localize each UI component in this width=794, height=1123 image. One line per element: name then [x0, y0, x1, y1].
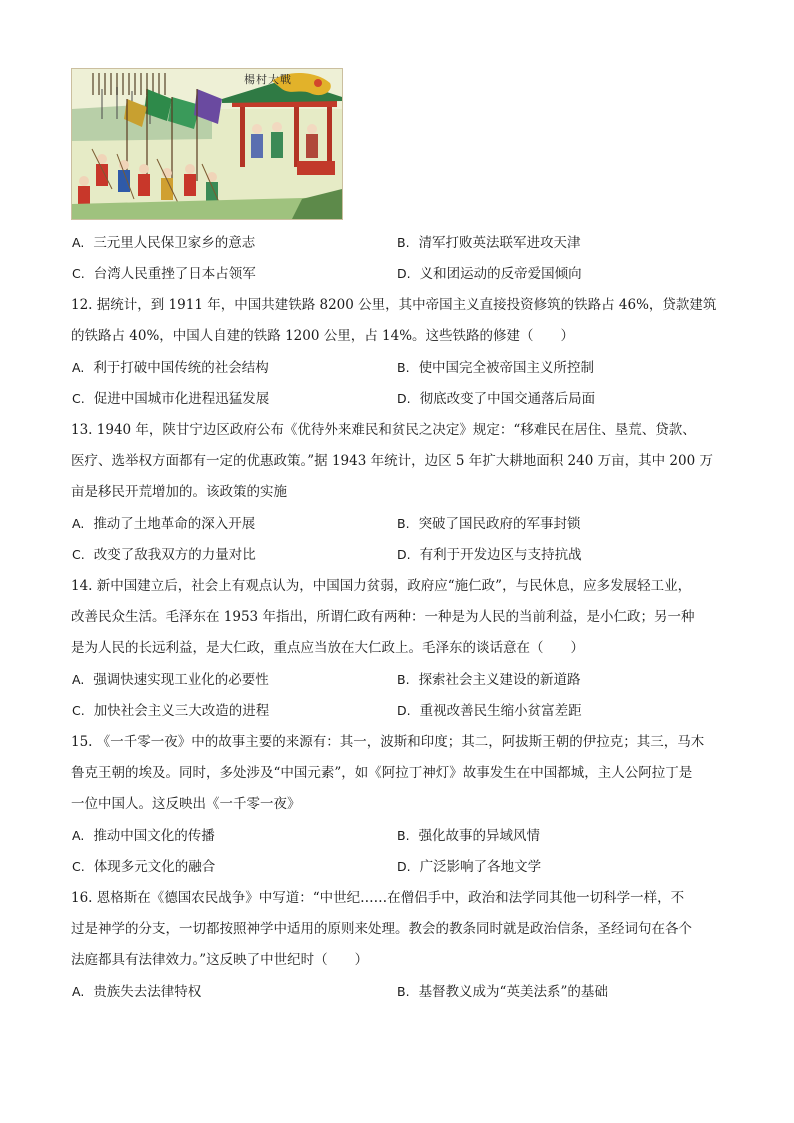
- option-letter: A.: [72, 984, 85, 999]
- q12-option-b[interactable]: [397, 358, 594, 378]
- stem-line: 改善民众生活。毛泽东在 1953 年指出，所谓仁政有两种：一种是为人民的当前利益，是小仁政；另一种: [71, 609, 695, 625]
- q15-option-a[interactable]: [72, 826, 215, 846]
- q12-stem: [71, 290, 731, 352]
- battle-scene-image: [72, 69, 342, 219]
- q13-option-b[interactable]: [397, 514, 581, 534]
- q12-option-d[interactable]: [397, 389, 595, 409]
- option-letter: A.: [72, 828, 85, 843]
- q12-option-c[interactable]: [72, 389, 269, 409]
- option-letter: B.: [397, 360, 410, 375]
- stem-line: 的铁路占 40%，中国人自建的铁路 1200 公里，占 14%。这些铁路的修建（ ）: [71, 328, 575, 344]
- option-text: 广泛影响了各地文学: [419, 859, 542, 875]
- option-letter: D.: [397, 703, 411, 718]
- q15-option-b[interactable]: [397, 826, 540, 846]
- option-text: 促进中国城市化进程迅猛发展: [93, 391, 270, 407]
- illustration-title: 楊村大戰: [244, 73, 292, 86]
- option-letter: D.: [397, 547, 411, 562]
- stem-line: 亩是移民开荒增加的。该政策的实施: [71, 484, 287, 500]
- stem-line: 是为人民的长远利益，是大仁政，重点应当放在大仁政上。毛泽东的谈话意在（ ）: [71, 640, 584, 656]
- stem-line: 16. 恩格斯在《德国农民战争》中写道：“中世纪……在僧侣手中，政治和法学同其他一切科学一样，不: [71, 890, 685, 906]
- q16-option-b[interactable]: [397, 982, 608, 1002]
- option-text: 基督教义成为“英美法系”的基础: [418, 984, 608, 1000]
- q13-option-a[interactable]: [72, 514, 255, 534]
- option-letter: B.: [397, 672, 410, 687]
- q11-option-d[interactable]: [397, 264, 582, 284]
- option-letter: B.: [397, 984, 410, 999]
- option-text: 强调快速实现工业化的必要性: [93, 672, 269, 688]
- option-text: 强化故事的异域风情: [418, 828, 541, 844]
- option-text: 推动中国文化的传播: [93, 828, 215, 844]
- option-letter: D.: [397, 859, 411, 874]
- option-letter: A.: [72, 516, 85, 531]
- q13-option-c[interactable]: [72, 545, 256, 565]
- option-letter: B.: [397, 235, 410, 250]
- option-letter: A.: [72, 672, 85, 687]
- option-text: 三元里人民保卫家乡的意志: [93, 235, 256, 251]
- option-letter: C.: [72, 266, 85, 281]
- option-letter: B.: [397, 516, 410, 531]
- q14-option-d[interactable]: [397, 701, 582, 721]
- q13-option-d[interactable]: [397, 545, 582, 565]
- option-letter: C.: [72, 391, 85, 406]
- option-text: 义和团运动的反帝爱国倾向: [419, 266, 582, 282]
- q11-option-a[interactable]: [72, 233, 255, 253]
- stem-line: 医疗、选举权方面都有一定的优惠政策。”据 1943 年统计，边区 5 年扩大耕地面积 240 万亩，其中 200 万: [71, 453, 713, 469]
- option-text: 体现多元文化的融合: [93, 859, 216, 875]
- option-text: 有利于开发边区与支持抗战: [419, 547, 582, 563]
- option-letter: D.: [397, 391, 411, 406]
- option-text: 利于打破中国传统的社会结构: [93, 360, 269, 376]
- option-text: 推动了土地革命的深入开展: [93, 516, 256, 532]
- q14-stem: [71, 571, 731, 664]
- option-letter: A.: [72, 360, 85, 375]
- q11-option-c[interactable]: [72, 264, 256, 284]
- stem-line: 过是神学的分支，一切都按照神学中适用的原则来处理。教会的教条同时就是政治信条，圣经词句在各个: [71, 921, 692, 937]
- option-letter: C.: [72, 547, 85, 562]
- q16-option-a[interactable]: [72, 982, 201, 1002]
- option-text: 使中国完全被帝国主义所控制: [418, 360, 595, 376]
- q16-stem: [71, 883, 731, 976]
- option-text: 探索社会主义建设的新道路: [418, 672, 581, 688]
- stem-line: 一位中国人。这反映出《一千零一夜》: [71, 796, 301, 812]
- option-text: 台湾人民重挫了日本占领军: [93, 266, 256, 282]
- option-letter: C.: [72, 703, 85, 718]
- q13-stem: [71, 415, 731, 508]
- option-letter: C.: [72, 859, 85, 874]
- q14-option-c[interactable]: [72, 701, 269, 721]
- option-letter: A.: [72, 235, 85, 250]
- battle-woodblock-illustration: [71, 68, 343, 220]
- stem-line: 14. 新中国建立后，社会上有观点认为，中国国力贫弱，政府应“施仁政”，与民休息，应多发展轻工业，: [71, 578, 692, 594]
- q12-option-a[interactable]: [72, 358, 269, 378]
- q15-stem: [71, 727, 731, 820]
- stem-line: 鲁克王朝的埃及。同时，多处涉及“中国元素”，如《阿拉丁神灯》故事发生在中国都城，主人公阿拉丁是: [71, 765, 693, 781]
- option-text: 清军打败英法联军进攻天津: [418, 235, 581, 251]
- option-text: 改变了敌我双方的力量对比: [93, 547, 256, 563]
- q11-option-b[interactable]: [397, 233, 581, 253]
- option-text: 加快社会主义三大改造的进程: [93, 703, 270, 719]
- stem-line: 15. 《一千零一夜》中的故事主要的来源有：其一，波斯和印度；其二，阿拔斯王朝的伊拉克；其三，马木: [71, 734, 705, 750]
- q14-option-a[interactable]: [72, 670, 269, 690]
- option-text: 重视改善民生缩小贫富差距: [419, 703, 582, 719]
- option-text: 彻底改变了中国交通落后局面: [419, 391, 596, 407]
- option-letter: D.: [397, 266, 411, 281]
- option-text: 贵族失去法律特权: [93, 984, 202, 1000]
- stem-line: 12. 据统计，到 1911 年，中国共建铁路 8200 公里，其中帝国主义直接投资修筑的铁路占 46%，贷款建筑: [71, 297, 717, 313]
- q15-option-d[interactable]: [397, 857, 541, 877]
- stem-line: 法庭都具有法律效力。”这反映了中世纪时（ ）: [71, 952, 369, 968]
- stem-line: 13. 1940 年，陕甘宁边区政府公布《优待外来难民和贫民之决定》规定：“移难民在居住、垦荒、贷款、: [71, 422, 696, 438]
- option-letter: B.: [397, 828, 410, 843]
- q15-option-c[interactable]: [72, 857, 215, 877]
- option-text: 突破了国民政府的军事封锁: [418, 516, 581, 532]
- q14-option-b[interactable]: [397, 670, 581, 690]
